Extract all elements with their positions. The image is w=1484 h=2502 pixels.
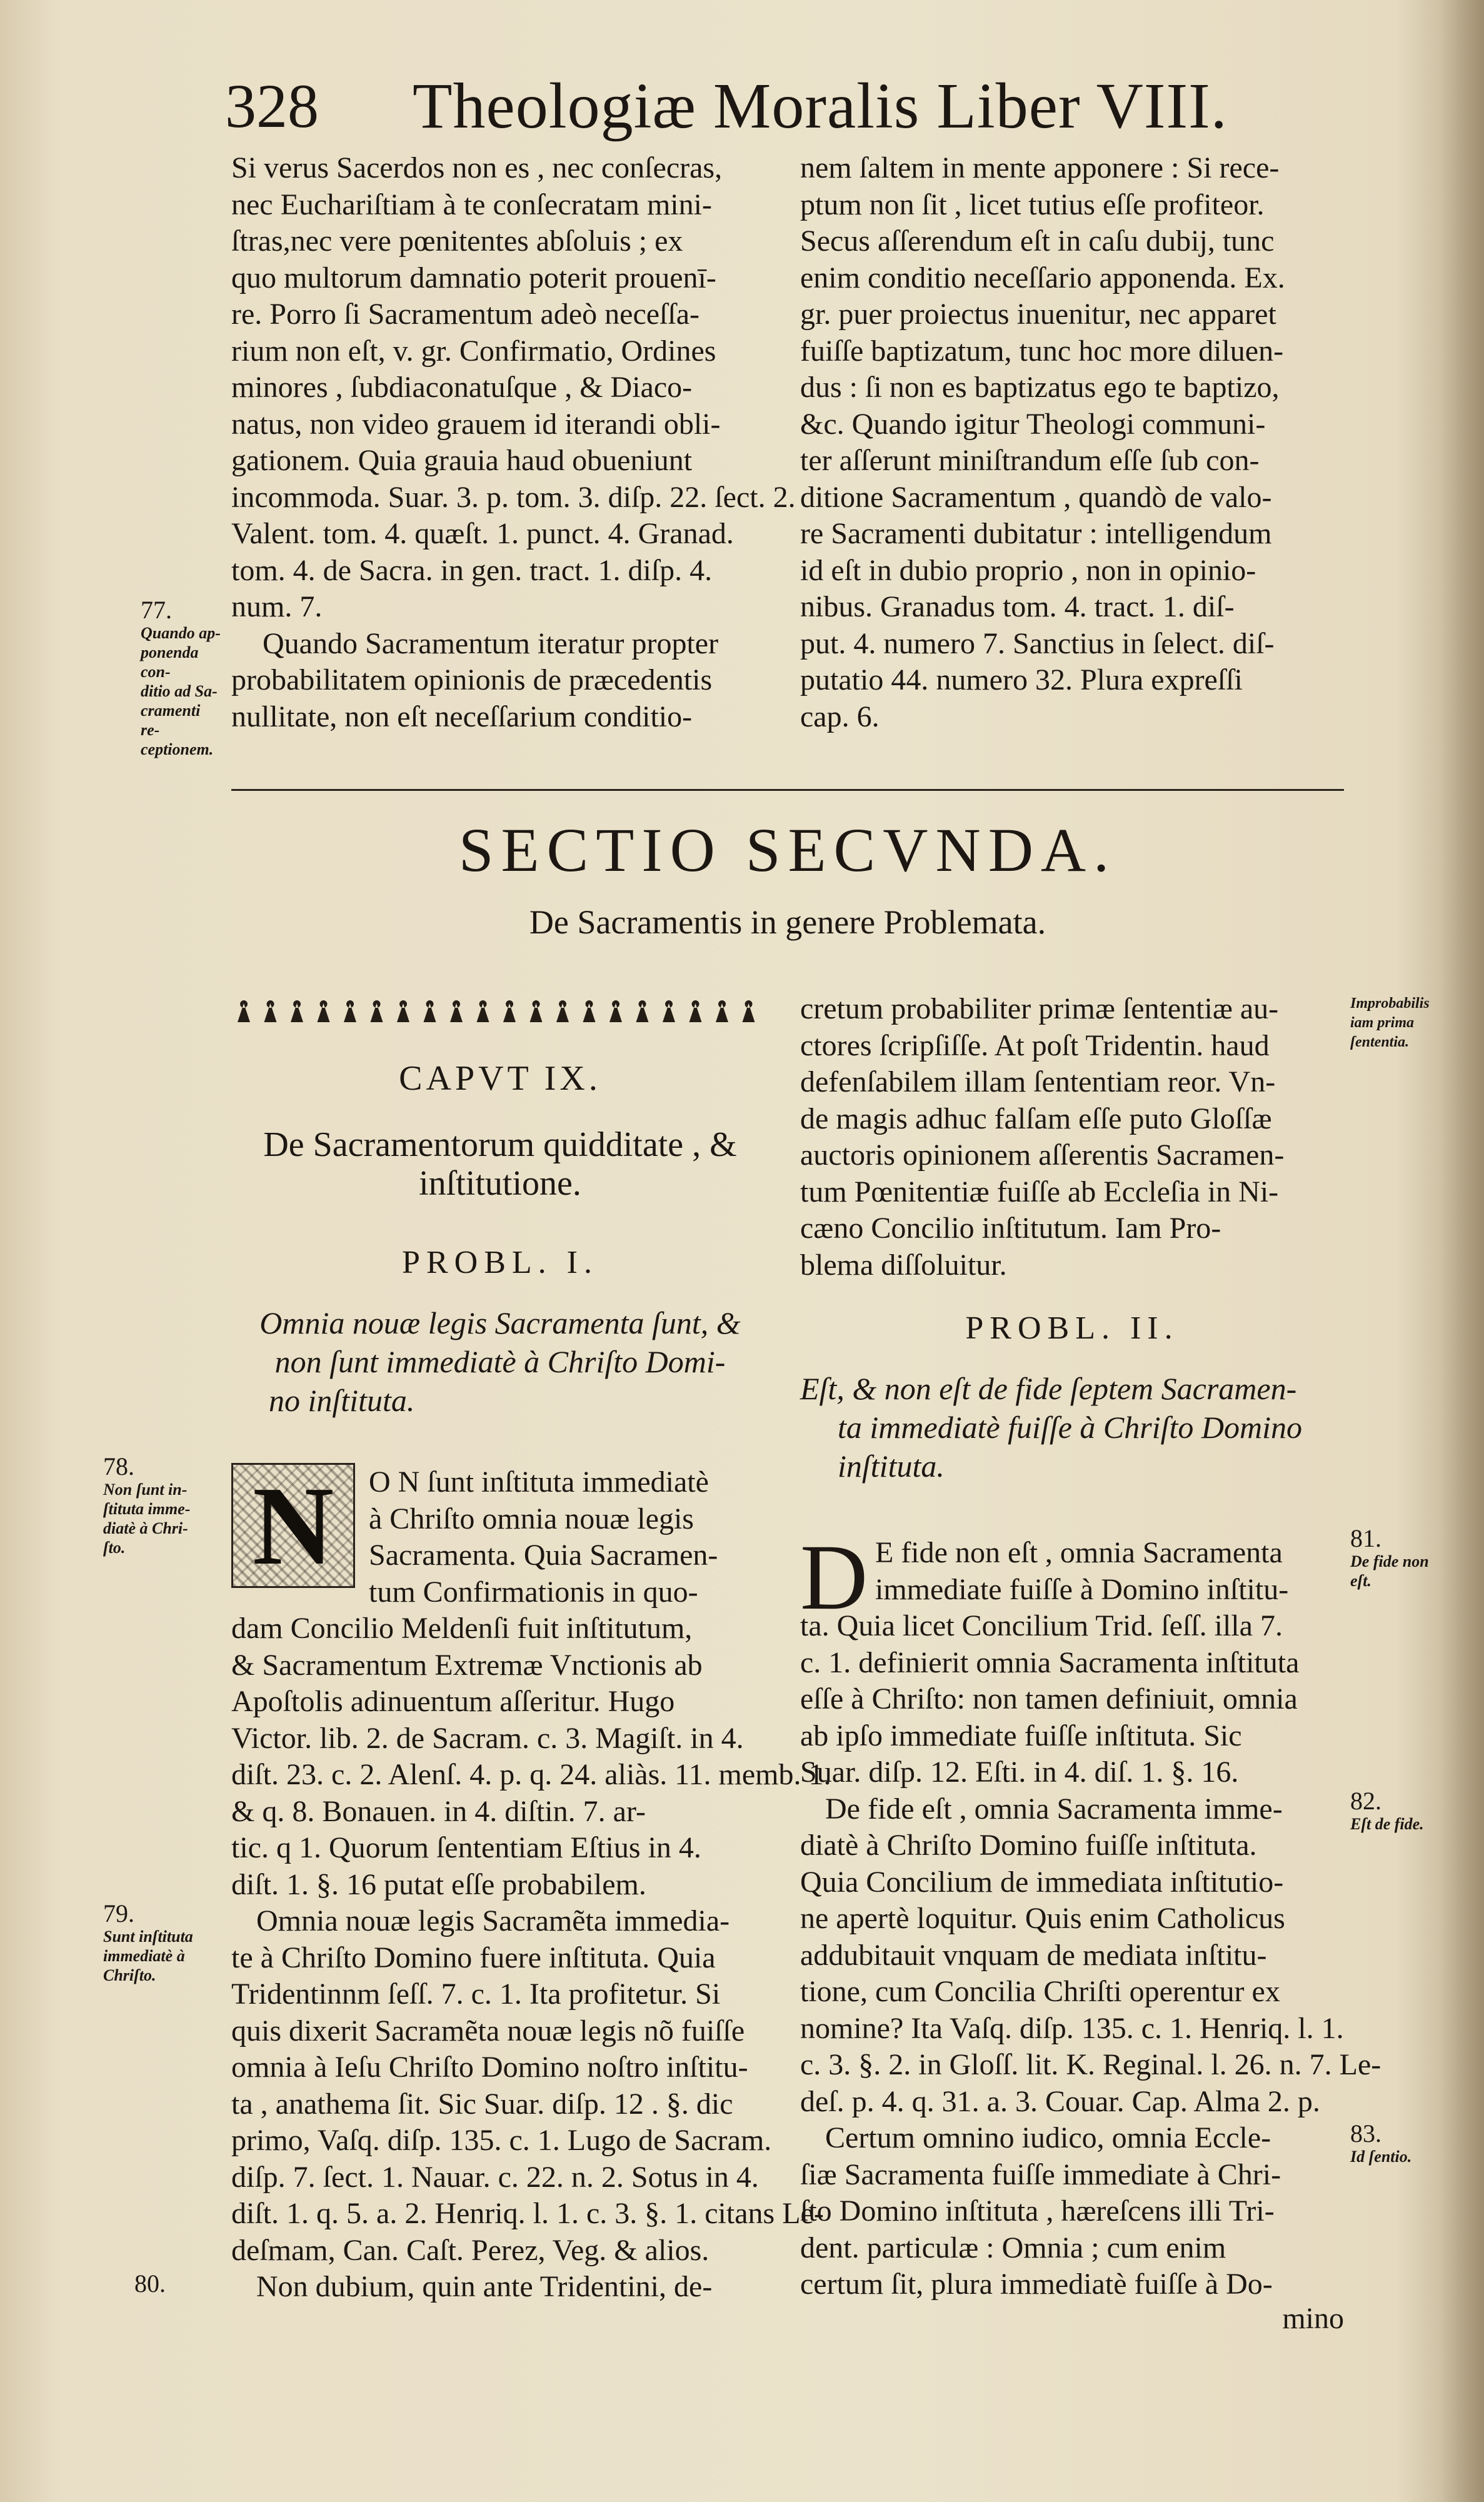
text-line: addubitauit vnquam de mediata inſtitu- <box>800 1938 1267 1972</box>
chapter-title-line: inſtitutione. <box>419 1164 581 1203</box>
ornament-glyph <box>264 1000 277 1022</box>
page-header <box>225 69 1250 144</box>
text-line: immediate fuiſſe à Domino inſtitu- <box>875 1572 1289 1606</box>
text-line: dent. particulæ : Omnia ; cum enim <box>800 2231 1226 2264</box>
ornament-glyph <box>743 1000 755 1022</box>
ornament-glyph <box>503 1000 516 1022</box>
text-line: Suar. diſp. 12. Eſti. in 4. diſ. 1. §. 16. <box>800 1756 1239 1789</box>
margin-text: Improbabilis <box>1350 995 1430 1012</box>
margin-text: Eſt de fide. <box>1350 1815 1424 1833</box>
thesis-line: non ſunt immediatè à Chriſto Domi- <box>274 1344 726 1379</box>
section-rule <box>231 789 1344 791</box>
text-line: quo multorum damnatio poterit prouenī- <box>231 261 716 294</box>
margin-text: eſt. <box>1350 1572 1371 1590</box>
text-line: tum Confirmationis in quo- <box>369 1575 698 1609</box>
initial-letter-d: D <box>800 1525 868 1629</box>
text-line: Secus aſſerendum eſt in caſu dubij, tunc <box>800 224 1275 258</box>
text-line: Quia Concilium de immediata inſtitutio- <box>800 1865 1284 1899</box>
ornament-glyph <box>424 1000 436 1022</box>
margin-text: Quando ap- <box>141 624 221 642</box>
text-line: eſſe à Chriſto: non tamen definiuit, omnia <box>800 1682 1298 1716</box>
margin-text: ſto. <box>103 1539 126 1557</box>
margin-text: Sunt inſtituta <box>103 1927 193 1946</box>
text-line: cap. 6. <box>800 700 880 733</box>
text-line: re. Porro ſi Sacramentum adeò neceſſa- <box>231 298 700 331</box>
text-line: O N ſunt inſtituta immediatè <box>369 1465 709 1499</box>
text-line: probabilitatem opinionis de præcedentis <box>231 663 713 696</box>
margin-text: diatè à Chri- <box>103 1519 188 1537</box>
margin-note-81 <box>1350 1525 1475 1590</box>
text-line: diſt. 1. §. 16 putat eſſe probabilem. <box>231 1867 646 1901</box>
margin-text: Non ſunt in- <box>103 1480 188 1499</box>
margin-note-improbabilis <box>1350 994 1475 1052</box>
margin-text: ditio ad Sa- <box>141 682 218 700</box>
text-line: diſp. 7. ſect. 1. Nauar. c. 22. n. 2. Sotus in 4. <box>231 2160 759 2194</box>
margin-note-79 <box>103 1901 228 1985</box>
section-subtitle: De Sacramentis in genere Problemata. <box>529 903 1046 941</box>
text-line: tic. q 1. Quorum ſententiam Eſtius in 4. <box>231 1831 701 1864</box>
page-number: 328 <box>225 71 319 141</box>
text-line: Valent. tom. 4. quæſt. 1. punct. 4. Granad. <box>231 517 734 550</box>
text-line: tione, cum Concilia Chriſti operentur ex <box>800 1975 1280 2008</box>
thesis-line: no inſtituta. <box>269 1383 415 1418</box>
text-line: omnia à Ieſu Chriſto Domino noſtro inſtitu- <box>231 2051 748 2084</box>
text-line: nomine? Ita Vaſq. diſp. 135. c. 1. Henriq. l. 1. <box>800 2011 1344 2045</box>
margin-note-80 <box>134 2271 209 2297</box>
thesis-line: Eſt, & non eſt de fide ſeptem Sacramen- <box>800 1371 1297 1406</box>
text-line: de magis adhuc falſam eſſe puto Gloſſæ <box>800 1102 1272 1135</box>
text-line: Non dubium, quin ante Tridentini, de- <box>256 2270 713 2303</box>
ornament-glyph <box>663 1000 675 1022</box>
text-line: tum Pœnitentiæ fuiſſe ab Eccleſia in Ni- <box>800 1175 1279 1208</box>
margin-number: 82. <box>1350 1787 1381 1815</box>
margin-text: Chriſto. <box>103 1966 156 1984</box>
text-line: cæno Concilio inſtitutum. Iam Pro- <box>800 1212 1221 1245</box>
text-line: ditione Sacramentum , quandò de valo- <box>800 480 1272 514</box>
margin-number: 81. <box>1350 1524 1381 1552</box>
text-line: Sacramenta. Quia Sacramen- <box>369 1539 718 1572</box>
text-line: Victor. lib. 2. de Sacram. c. 3. Magiſt. in 4. <box>231 1721 744 1755</box>
text-line: ſto Domino inſtituta , hæreſcens illi Tri- <box>800 2194 1275 2228</box>
text-line: re Sacramenti dubitatur : intelligendum <box>800 517 1272 550</box>
thesis-line: inſtituta. <box>838 1449 945 1484</box>
ornament-glyph <box>344 1000 356 1022</box>
text-line: primo, Vaſq. diſp. 135. c. 1. Lugo de Sacram. <box>231 2124 772 2157</box>
ornament-glyph <box>318 1000 330 1022</box>
margin-number: 83. <box>1350 2119 1381 2148</box>
text-line: gr. puer proiectus inuenitur, nec apparet <box>800 298 1276 331</box>
ornament-glyph <box>371 1000 383 1022</box>
ornament-glyph <box>556 1000 569 1022</box>
text-line: ab ipſo immediate fuiſſe inſtituta. Sic <box>800 1719 1242 1752</box>
text-line: Omnia nouæ legis Sacramẽta immedia- <box>256 1904 730 1937</box>
margin-text: ſtituta imme- <box>103 1500 191 1518</box>
margin-number: 78. <box>103 1452 134 1480</box>
text-line: te à Chriſto Domino fuere inſtituta. Quia <box>231 1941 716 1974</box>
text-line: Quando Sacramentum iteratur propter <box>263 626 719 660</box>
text-line: put. 4. numero 7. Sanctius in ſelect. diſ- <box>800 626 1275 660</box>
ornament-glyph <box>477 1000 489 1022</box>
thesis-line: Omnia nouæ legis Sacramenta ſunt, & <box>259 1305 741 1340</box>
text-line: deſmam, Can. Caſt. Perez, Veg. & alios. <box>231 2233 709 2267</box>
text-line: num. 7. <box>231 590 323 623</box>
text-line: auctoris opinionem aſſerentis Sacramen- <box>800 1138 1285 1172</box>
ornament-glyph <box>291 1000 303 1022</box>
margin-note-78 <box>103 1454 222 1557</box>
text-line: ctores ſcripſiſſe. At poſt Tridentin. haud <box>800 1028 1270 1062</box>
chapter-title-line: De Sacramentorum quidditate , & <box>263 1125 737 1164</box>
text-line: diſt. 1. q. 5. a. 2. Henriq. l. 1. c. 3. §. 1. citans Le- <box>231 2197 824 2230</box>
text-line: nibus. Granadus tom. 4. tract. 1. diſ- <box>800 590 1235 623</box>
margin-number: 79. <box>103 1899 134 1927</box>
margin-text: ſententia. <box>1350 1034 1409 1050</box>
text-line: Apoſtolis adinuentum aſſeritur. Hugo <box>231 1685 675 1718</box>
text-line: diatè à Chriſto Domino fuiſſe inſtituta. <box>800 1829 1257 1862</box>
text-line: c. 1. definierit omnia Sacramenta inſtituta <box>800 1645 1300 1679</box>
ornament-glyph <box>636 1000 649 1022</box>
text-line: ter aſſerunt miniſtrandum eſſe ſub con- <box>800 444 1260 477</box>
text-line: enim conditio neceſſario apponenda. Ex. <box>800 261 1285 294</box>
text-line: incommoda. Suar. 3. p. tom. 3. diſp. 22. ſect. 2. <box>231 480 796 514</box>
problem-1-thesis <box>231 1304 769 1420</box>
thesis-line: ta immediatè fuiſſe à Chriſto Domino <box>838 1410 1303 1445</box>
text-line: ſtras,nec vere pœnitentes abſoluis ; ex <box>231 224 683 258</box>
text-line: dam Concilio Meldenſi fuit inſtitutum, <box>231 1612 693 1645</box>
body-left-column <box>231 1464 831 2306</box>
ornament-glyph <box>609 1000 622 1022</box>
problem-2-label: PROBL. II. <box>965 1310 1179 1346</box>
text-line: minores , ſubdiaconatuſque , & Diaco- <box>231 371 693 404</box>
text-line: ne apertè loquitur. Quis enim Catholicus <box>800 1902 1285 1935</box>
text-line: nem ſaltem in mente apponere : Si rece- <box>800 151 1280 184</box>
margin-note-77 <box>141 597 222 759</box>
text-line: ſiæ Sacramenta fuiſſe immediate à Chri- <box>800 2158 1281 2191</box>
text-line: diſt. 23. c. 2. Alenſ. 4. p. q. 24. aliàs. 11. memb. 1. <box>231 1758 831 1791</box>
text-line: quis dixerit Sacramẽta nouæ legis nõ fuiſſe <box>231 2014 745 2047</box>
text-line: ptum non ſit , licet tutius eſſe profiteor. <box>800 188 1265 221</box>
margin-note-82 <box>1350 1788 1475 1834</box>
text-line: fuiſſe baptizatum, tunc hoc more diluen- <box>800 334 1284 368</box>
text-line: deſ. p. 4. q. 31. a. 3. Couar. Cap. Alma 2. p. <box>800 2084 1320 2118</box>
text-line: blema diſſoluitur. <box>800 1248 1007 1282</box>
margin-text: Id ſentio. <box>1350 2148 1412 2166</box>
text-line: tom. 4. de Sacra. in gen. tract. 1. diſp. 4. <box>231 553 713 587</box>
ornament-glyph <box>689 1000 702 1022</box>
chapter-title <box>231 1125 769 1203</box>
text-line: defenſabilem illam ſententiam reor. Vn- <box>800 1065 1276 1098</box>
margin-text: immediatè à <box>103 1947 185 1965</box>
text-line: &c. Quando igitur Theologi communi- <box>800 407 1266 441</box>
problem-1-label: PROBL. I. <box>402 1245 598 1280</box>
text-line: ta , anathema ſit. Sic Suar. diſp. 12 . §. dic <box>231 2087 733 2121</box>
ornament-glyph <box>450 1000 463 1022</box>
body-right-top <box>800 991 1344 1284</box>
margin-text: iam prima <box>1350 1015 1415 1031</box>
ornament-glyph <box>238 1000 250 1022</box>
ornament-glyph <box>716 1000 728 1022</box>
section-title: SECTIO SECVNDA. <box>458 815 1117 885</box>
text-line: id eſt in dubio proprio , non in opinio- <box>800 553 1256 587</box>
text-line: Certum omnino iudico, omnia Eccle- <box>825 2121 1271 2154</box>
text-line: & Sacramentum Extremæ Vnctionis ab <box>231 1648 703 1682</box>
margin-text: cramenti re- <box>141 701 201 739</box>
problem-2-thesis <box>800 1369 1344 1485</box>
text-line: à Chriſto omnia nouæ legis <box>369 1502 694 1535</box>
ornament-band <box>231 991 769 1028</box>
text-line: dus : ſi non es baptizatus ego te baptizo, <box>800 371 1280 404</box>
text-line: c. 3. §. 2. in Gloſſ. lit. K. Reginal. l. 26. n. 7. Le- <box>800 2048 1381 2081</box>
text-line: E fide non eſt , omnia Sacramenta <box>875 1536 1283 1569</box>
text-line: & q. 8. Bonauen. in 4. diſtin. 7. ar- <box>231 1794 646 1828</box>
text-line: Tridentinnm ſeſſ. 7. c. 1. Ita profitetur. Si <box>231 1977 721 2011</box>
catchword: mino <box>1282 2302 1344 2335</box>
text-line: nec Euchariſtiam à te conſecratam mini- <box>231 188 712 221</box>
text-line: cretum probabiliter primæ ſententiæ au- <box>800 992 1279 1025</box>
margin-text: ceptionem. <box>141 740 214 758</box>
top-left-column <box>231 150 796 735</box>
text-line: natus, non video grauem id iterandi obli- <box>231 407 721 441</box>
text-line: gationem. Quia grauia haud obueniunt <box>231 444 693 477</box>
top-right-column <box>800 150 1344 735</box>
initial-letter: N <box>253 1464 334 1588</box>
chapter-heading: CAPVT IX. <box>399 1059 601 1098</box>
margin-text: De fide non <box>1350 1552 1429 1570</box>
text-line: rium non eſt, v. gr. Confirmatio, Ordines <box>231 334 716 368</box>
ornament-glyph <box>583 1000 596 1022</box>
text-line: putatio 44. numero 32. Plura expreſſi <box>800 663 1243 696</box>
running-title: Theologiæ Moralis Liber VIII. <box>413 70 1228 142</box>
margin-note-83 <box>1350 2121 1475 2166</box>
ornament-glyph <box>397 1000 409 1022</box>
margin-number: 80. <box>134 2269 166 2298</box>
text-line: certum ſit, plura immediatè fuiſſe à Do- <box>800 2268 1273 2301</box>
text-line: Si verus Sacerdos non es , nec conſecras, <box>231 151 723 184</box>
text-line: De fide eſt , omnia Sacramenta imme- <box>825 1792 1283 1826</box>
text-line: ta. Quia licet Concilium Trid. ſeſſ. illa 7. <box>800 1609 1283 1642</box>
margin-number: 77. <box>141 596 172 624</box>
text-line: nullitate, non eſt neceſſarium conditio- <box>231 700 693 733</box>
ornament-glyph <box>530 1000 543 1022</box>
margin-text: ponenda con- <box>141 643 199 681</box>
